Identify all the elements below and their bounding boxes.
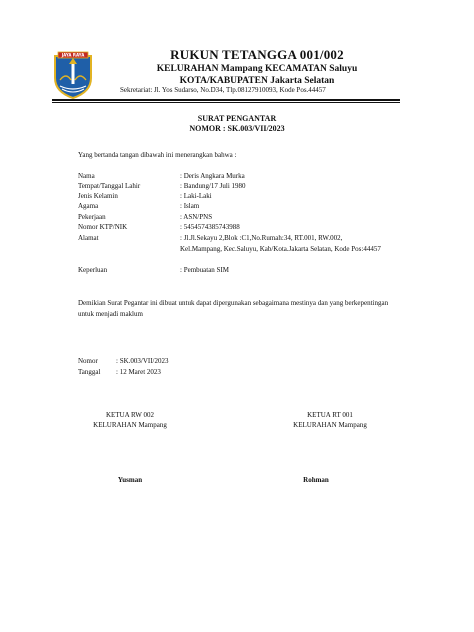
field-label: Nomor KTP/NIK [78,223,128,231]
document-number: NOMOR : SK.003/VII/2023 [189,124,285,133]
letterhead-title: RUKUN TETANGGA 001/002 [170,47,344,62]
jaya-raya-emblem-icon [52,50,94,100]
intro-text: Yang bertanda tangan dibawah ini menerangkan bahwa : [78,151,237,159]
signer-rt-name: Rohman [303,476,329,484]
signature-rt-subtitle: KELURAHAN Mampang [293,421,367,429]
signature-rt-title: KETUA RT 001 [307,411,353,419]
document-title: SURAT PENGANTAR [197,114,277,123]
closing-paragraph: Demikian Surat Pegantar ini dibuat untuk dapat dipergunakan sebagaimana mestinya dan yang berkepentingan untuk menjadi maklum [78,299,389,318]
signature-rw-title: KETUA RW 002 [105,411,155,419]
field-value: : 5454574385743988 [180,223,240,231]
field-value: : Laki-Laki [180,192,212,200]
field-label: Agama [78,202,99,210]
field-value: : Islam [180,202,200,210]
field-value: Kel.Mampang, Kec.Saluyu, Kab/Kota.Jakarta Selatan, Kode Pos:44457 [180,245,381,253]
field-label: Nama [78,172,95,180]
purpose-label: Keperluan [78,266,108,274]
meta-tanggal-value: : 12 Maret 2023 [116,368,161,376]
letterhead [112,47,402,87]
signature-block-rw [70,410,190,430]
field-value: : Deris Angkara Murka [180,172,245,180]
letterhead-kelurahan: KELURAHAN Mampang KECAMATAN Saluyu [156,64,358,74]
field-value: : Bandung/17 Juli 1980 [180,182,246,190]
purpose-value: : Pembuatan SIM [180,266,229,274]
logo-ribbon-text: JAYA RAYA [61,52,85,58]
field-label: Alamat [78,234,99,242]
header-divider-thin [52,102,400,103]
field-label: Pekerjaan [78,213,106,221]
meta-nomor-value: : SK.003/VII/2023 [116,357,169,365]
letterhead-kota: KOTA/KABUPATEN Jakarta Selatan [179,76,335,86]
field-value: : ASN/PNS [180,213,213,221]
meta-tanggal-label: Tanggal [78,368,101,376]
signer-rw-name: Yusman [117,476,143,484]
signature-block-rt [270,410,390,430]
letterhead-address: Sekretariat: Jl. Yos Sudarso, No.D34, Tlp.08127910093, Kode Pos.44457 [120,86,326,94]
header-divider-thick [52,99,400,101]
field-value: : Jl.Jl.Sekayu 2,Blok :C1,No.Rumah:34, RT.001, RW.002, [180,234,343,242]
field-label: Tempat/Tanggal Lahir [78,182,141,190]
field-label: Jenis Kelamin [78,192,118,200]
meta-nomor-label: Nomor [78,357,98,365]
signature-rw-subtitle: KELURAHAN Mampang [93,421,167,429]
